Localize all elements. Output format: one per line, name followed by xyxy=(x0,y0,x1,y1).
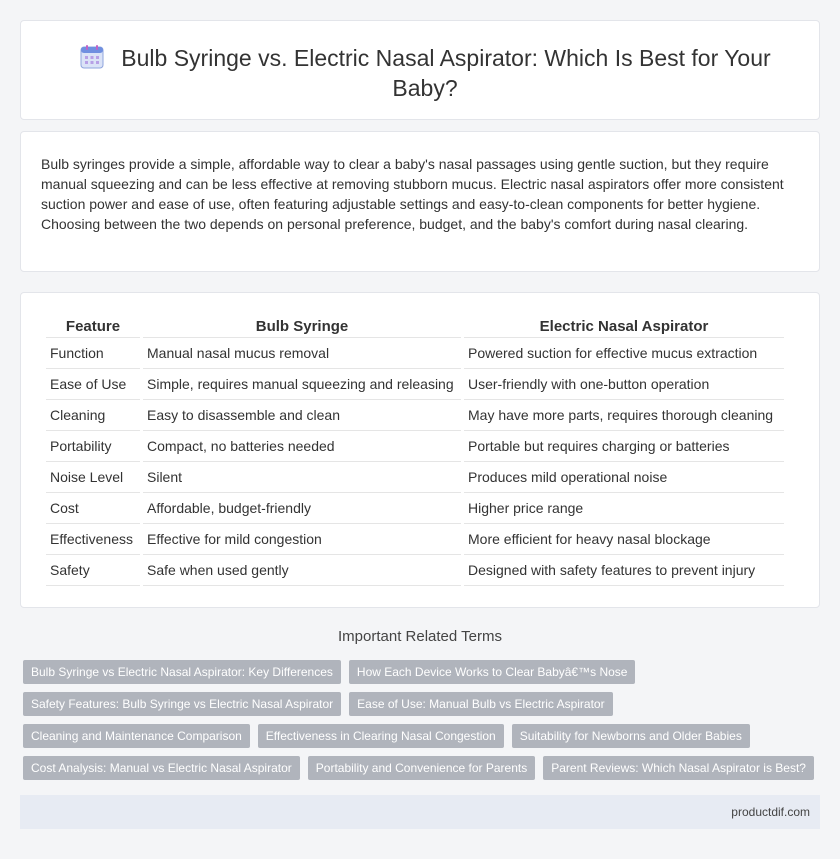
table-row xyxy=(46,524,784,555)
table-row xyxy=(46,400,784,431)
tag-row xyxy=(23,692,823,716)
bulb-cell: Simple, requires manual squeezing and releasing xyxy=(143,369,461,400)
feature-cell: Effectiveness xyxy=(46,524,140,555)
table-row xyxy=(46,369,784,400)
title-card xyxy=(20,20,820,120)
related-terms-title: Important Related Terms xyxy=(338,628,502,645)
tag-row xyxy=(23,660,823,684)
bulb-cell: Safe when used gently xyxy=(143,555,461,586)
bulb-cell: Affordable, budget-friendly xyxy=(143,493,461,524)
header-bulb-syringe: Bulb Syringe xyxy=(143,311,461,338)
tag-row xyxy=(23,724,823,748)
header-feature: Feature xyxy=(46,311,140,338)
table-header-row xyxy=(46,311,784,338)
table-row xyxy=(46,493,784,524)
footer xyxy=(20,795,820,829)
electric-cell: Produces mild operational noise xyxy=(464,462,784,493)
bulb-cell: Compact, no batteries needed xyxy=(143,431,461,462)
table-row xyxy=(46,338,784,369)
table-row xyxy=(46,462,784,493)
bulb-cell: Silent xyxy=(143,462,461,493)
comparison-table xyxy=(43,311,787,586)
related-tag[interactable]: Bulb Syringe vs Electric Nasal Aspirator: Key Differences xyxy=(23,660,341,684)
electric-cell: More efficient for heavy nasal blockage xyxy=(464,524,784,555)
feature-cell: Noise Level xyxy=(46,462,140,493)
electric-cell: Portable but requires charging or batteries xyxy=(464,431,784,462)
related-tag[interactable]: Portability and Convenience for Parents xyxy=(308,756,535,780)
feature-cell: Portability xyxy=(46,431,140,462)
bulb-cell: Manual nasal mucus removal xyxy=(143,338,461,369)
footer-site: productdif.com xyxy=(731,805,810,819)
table-row xyxy=(46,555,784,586)
electric-cell: User-friendly with one-button operation xyxy=(464,369,784,400)
table-row xyxy=(46,431,784,462)
related-tag[interactable]: How Each Device Works to Clear Babyâ€™s Nose xyxy=(349,660,636,684)
related-tag[interactable]: Parent Reviews: Which Nasal Aspirator is Best? xyxy=(543,756,814,780)
electric-cell: Designed with safety features to prevent injury xyxy=(464,555,784,586)
related-tag[interactable]: Ease of Use: Manual Bulb vs Electric Aspirator xyxy=(349,692,612,716)
feature-cell: Cost xyxy=(46,493,140,524)
intro-card xyxy=(20,131,820,272)
page-title: Bulb Syringe vs. Electric Nasal Aspirator: Which Is Best for Your Baby? xyxy=(121,45,771,101)
electric-cell: Higher price range xyxy=(464,493,784,524)
related-tag[interactable]: Cost Analysis: Manual vs Electric Nasal Aspirator xyxy=(23,756,300,780)
calendar-icon xyxy=(79,44,105,70)
tag-row xyxy=(23,756,823,780)
related-tag[interactable]: Cleaning and Maintenance Comparison xyxy=(23,724,250,748)
page-title-wrap xyxy=(61,43,789,103)
comparison-table-card xyxy=(20,292,820,608)
related-terms-tags xyxy=(23,660,823,788)
electric-cell: May have more parts, requires thorough cleaning xyxy=(464,400,784,431)
electric-cell: Powered suction for effective mucus extraction xyxy=(464,338,784,369)
feature-cell: Safety xyxy=(46,555,140,586)
feature-cell: Function xyxy=(46,338,140,369)
related-tag[interactable]: Effectiveness in Clearing Nasal Congestion xyxy=(258,724,504,748)
related-tag[interactable]: Safety Features: Bulb Syringe vs Electric Nasal Aspirator xyxy=(23,692,341,716)
feature-cell: Ease of Use xyxy=(46,369,140,400)
feature-cell: Cleaning xyxy=(46,400,140,431)
bulb-cell: Easy to disassemble and clean xyxy=(143,400,461,431)
intro-text: Bulb syringes provide a simple, affordable way to clear a baby's nasal passages using gentle suction, but they require manual squeezing and can be less effective at removing stubborn mucus. Electric nasal aspirators offer more consistent suction power and ease of use, often featuring adjustable settings and easy-to-clean components for better hygiene. Choosing between the two depends on personal preference, budget, and the baby's comfort during nasal clearing. xyxy=(41,156,784,232)
bulb-cell: Effective for mild congestion xyxy=(143,524,461,555)
header-electric-aspirator: Electric Nasal Aspirator xyxy=(464,311,784,338)
related-tag[interactable]: Suitability for Newborns and Older Babies xyxy=(512,724,750,748)
